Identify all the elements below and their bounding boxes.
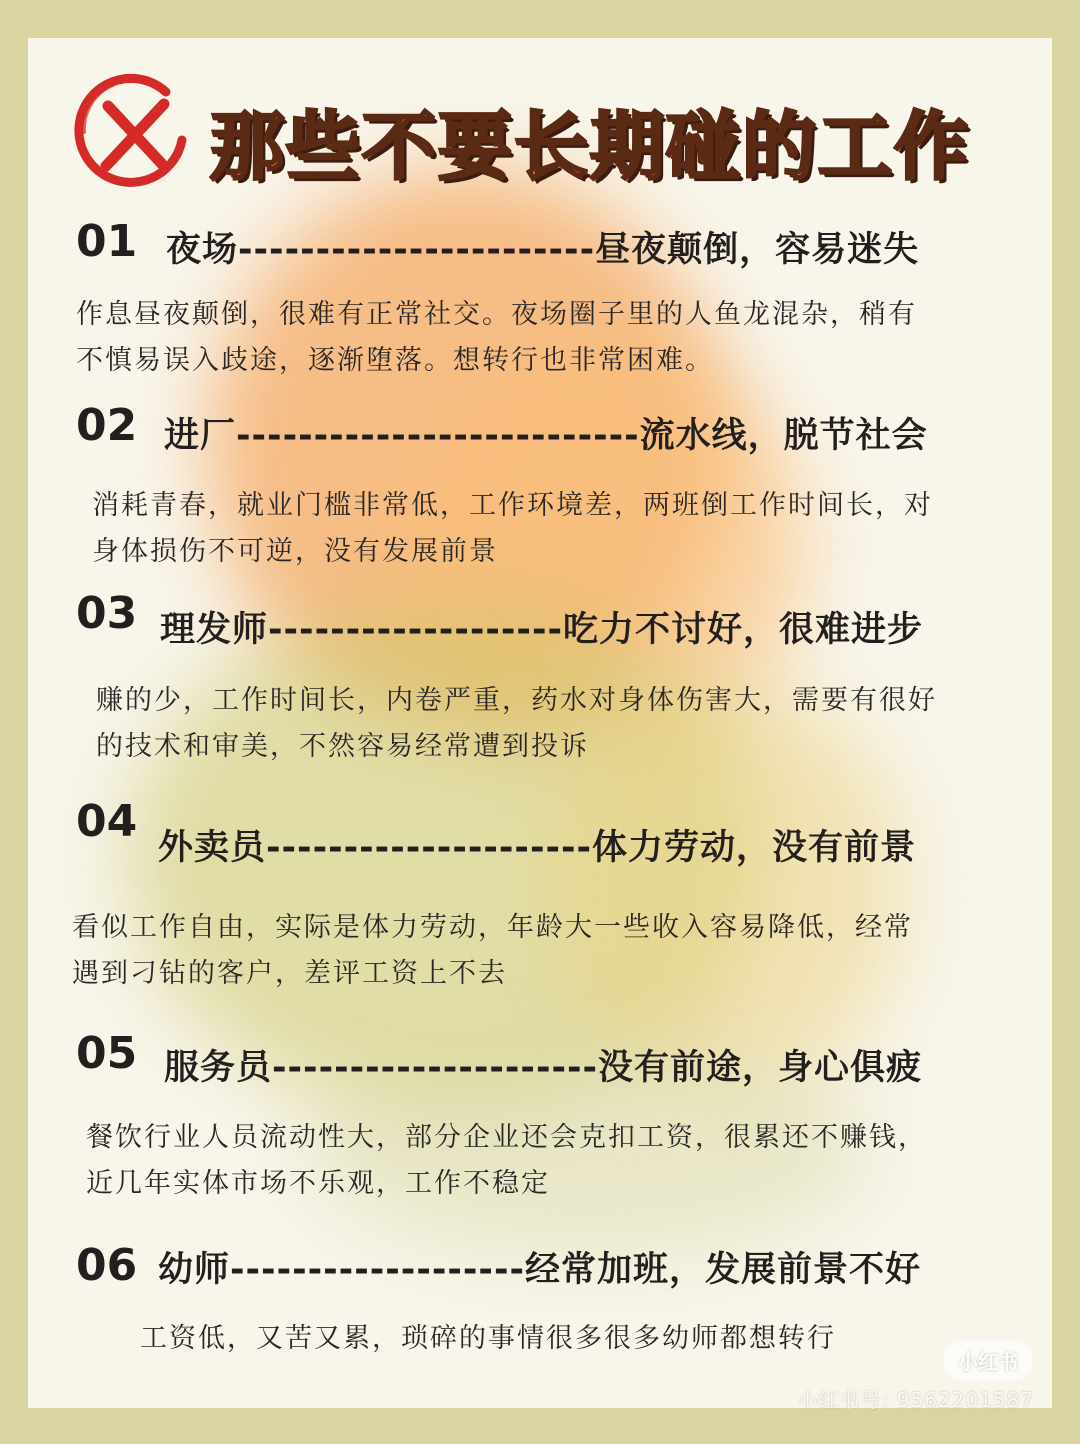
watermark-text: 小红书号: 9562201587 bbox=[797, 1388, 1034, 1412]
item-desc-line: 遇到刁钻的客户，差评工资上不去 bbox=[72, 958, 507, 989]
item-heading: 理发师-------------------吃力不讨好，很难进步 bbox=[160, 610, 924, 650]
item-heading: 幼师-------------------经常加班，发展前景不好 bbox=[158, 1250, 922, 1290]
item-number: 04 bbox=[76, 796, 138, 847]
item-heading: 夜场-----------------------昼夜颠倒，容易迷失 bbox=[166, 230, 920, 270]
item-desc-line: 近几年实体市场不乐观，工作不稳定 bbox=[86, 1168, 550, 1199]
item-desc-line: 作息昼夜颠倒，很难有正常社交。夜场圈子里的人鱼龙混杂，稍有 bbox=[76, 299, 917, 330]
item-desc-line: 的技术和审美，不然容易经常遭到投诉 bbox=[96, 731, 589, 762]
item-number: 05 bbox=[76, 1028, 138, 1079]
item-desc-line: 不慎易误入歧途，逐渐堕落。想转行也非常困难。 bbox=[76, 345, 714, 376]
item-desc-line: 身体损伤不可逆，没有发展前景 bbox=[92, 536, 498, 567]
item-desc-line: 看似工作自由，实际是体力劳动，年龄大一些收入容易降低，经常 bbox=[72, 912, 913, 943]
item-desc-line: 消耗青春，就业门槛非常低，工作环境差，两班倒工作时间长，对 bbox=[92, 490, 933, 521]
brand-logo: 小红书 bbox=[944, 1340, 1032, 1381]
watercolor-blob bbox=[548, 678, 908, 1098]
item-heading: 外卖员---------------------体力劳动，没有前景 bbox=[158, 828, 917, 868]
page-title: 那些不要长期碰的工作 bbox=[210, 104, 970, 190]
title-row bbox=[70, 70, 1030, 200]
item-heading: 进厂--------------------------流水线，脱节社会 bbox=[164, 416, 928, 456]
item-desc-line: 赚的少，工作时间长，内卷严重，药水对身体伤害大，需要有很好 bbox=[96, 685, 937, 716]
item-desc-line: 餐饮行业人员流动性大，部分企业还会克扣工资，很累还不赚钱， bbox=[86, 1122, 927, 1153]
item-number: 06 bbox=[76, 1240, 138, 1291]
item-number: 02 bbox=[76, 400, 138, 451]
item-heading: 服务员---------------------没有前途，身心俱疲 bbox=[164, 1048, 923, 1088]
item-number: 03 bbox=[76, 588, 138, 639]
red-circle-x-icon bbox=[70, 70, 194, 194]
item-number: 01 bbox=[76, 216, 138, 267]
item-desc-line: 工资低，又苦又累，琐碎的事情很多很多幼师都想转行 bbox=[140, 1323, 836, 1354]
